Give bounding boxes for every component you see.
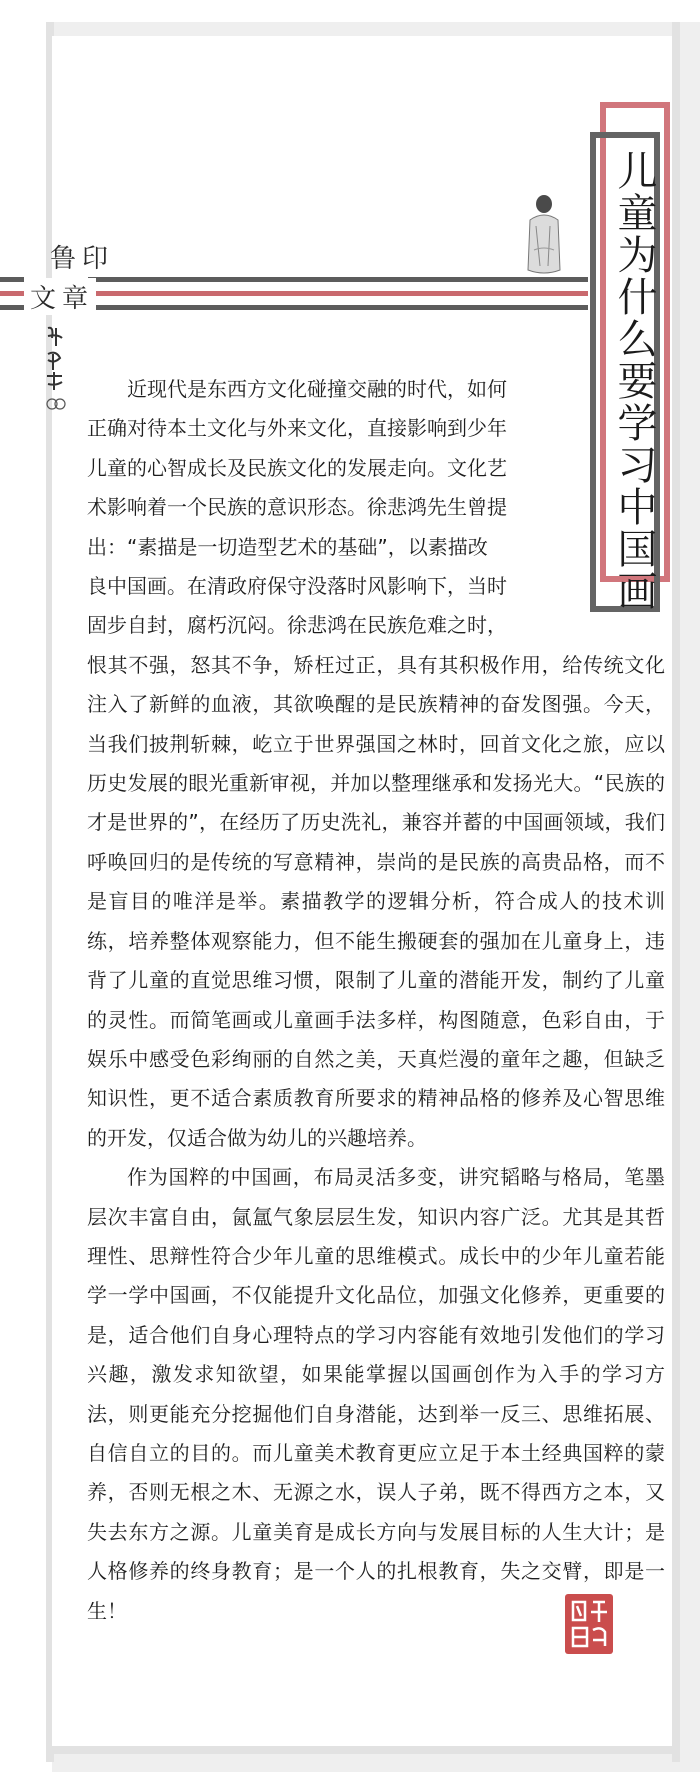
decor-stripe [88,291,588,296]
scholar-portrait-icon [520,190,566,280]
decor-stripe [88,305,588,310]
paragraph-1 [87,370,665,1158]
decor-stripe [0,291,24,296]
brand-line-1: 鲁印 [50,244,115,274]
article-body [87,370,665,1631]
intro-line: 术影响着一个民族的意识形态。徐悲鸿先生曾提 [87,495,507,520]
intro-line: 儿童的心智成长及民族文化的发展走向。文化艺 [87,455,507,480]
paragraph-1-intro [87,370,543,646]
paragraph-2: 作为国粹的中国画，布局灵活多变，讲究韬略与格局，笔墨层次丰富自由，氤氲气象层层生发，知识内容广泛。尤其是其哲理性、思辩性符合少年儿童的思维模式。成长中的少年儿童若能学一学中国画，不仅能提升文化品位，加强文化修养，更重要的是，适合他们自身心理特点的学习内容能有效地引发他们的学习兴趣，激发求知欲望，如果能掌握以国画创作为入手的学习方法，则更能充分挖掘他们自身潜能，达到举一反三、思维拓展、自信自立的目的。而儿童美术教育更应立足于本土经典国粹的蒙养，否则无根之木、无源之水，误人子弟，既不得西方之本，又失去东方之源。儿童美育是成长方向与发展目标的人生大计；是人格修养的终身教育；是一个人的扎根教育，失之交臂，即是一生！ [87,1165,665,1623]
calligraphy-seal-icon [44,324,66,424]
intro-line: 出：“素描是一切造型艺术的基础”，以素描改 [87,534,488,559]
paragraph-1-rest: 恨其不强，怒其不争，矫枉过正，具有其积极作用，给传统文化注入了新鲜的血液，其欲唤醒的是民族精神的奋发图强。今天，当我们披荆斩棘，屹立于世界强国之林时，回首文化之旅，应以历史发展的眼光重新审视，并加以整理继承和发扬光大。“民族的才是世界的”，在经历了历史洗礼，兼容并蓄的中国画领域，我们呼唤回归的是传统的写意精神，崇尚的是民族的高贵品格，而不是盲目的唯洋是举。素描教学的逻辑分析，符合成人的技术训练，培养整体观察能力，但不能生搬硬套的强加在儿童身上，违背了儿童的直觉思维习惯，限制了儿童的潜能开发，制约了儿童的灵性。而简笔画或儿童画手法多样，构图随意，色彩自由，于娱乐中感受色彩绚丽的自然之美，天真烂漫的童年之趣，但缺乏知识性，更不适合素质教育所要求的精神品格的修养及心智思维的开发，仅适合做为幼儿的兴趣培养。 [87,652,665,1150]
decor-stripe [88,277,588,282]
intro-line: 正确对待本土文化与外来文化，直接影响到少年 [87,416,507,441]
intro-line: 近现代是东西方文化碰撞交融的时代，如何 [127,377,507,401]
decor-stripe [0,277,24,282]
intro-line: 固步自封，腐朽沉闷。徐悲鸿在民族危难之时， [87,613,507,638]
decor-stripe [0,305,24,310]
left-margin [0,0,52,1772]
top-margin [0,0,700,22]
bottom-border-band [46,1746,680,1754]
brand-line-2: 文章 [28,278,96,315]
intro-line: 良中国画。在清政府保守没落时风影响下，当时 [87,574,507,599]
article-title: 儿童为什么要学习中国画 [611,150,657,612]
right-border-band [672,22,680,1762]
red-seal-stamp-icon [563,1592,615,1656]
